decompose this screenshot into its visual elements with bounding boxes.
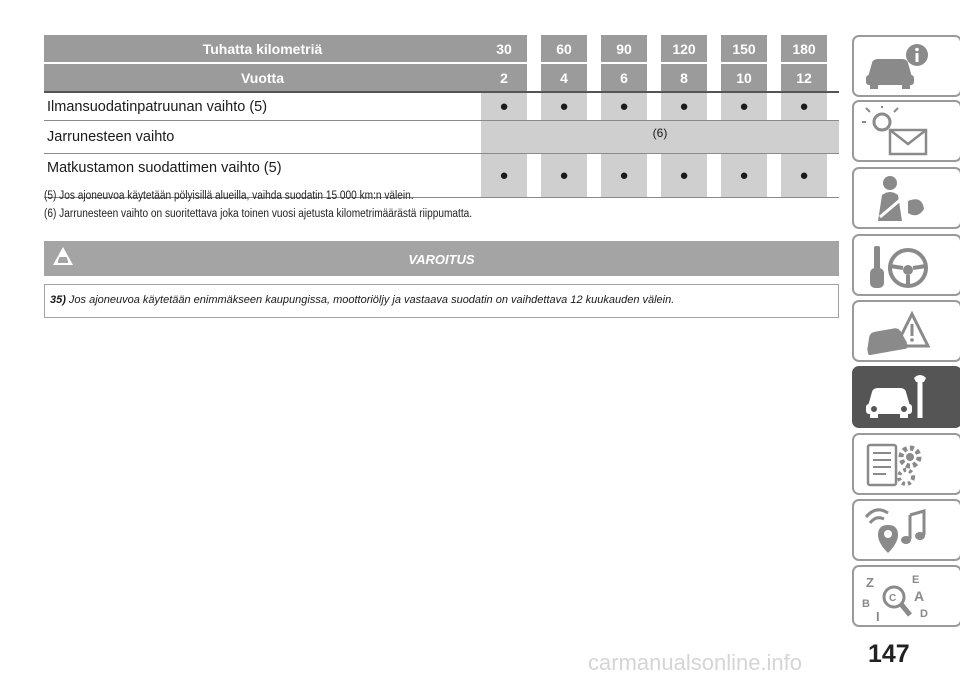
row-label: Ilmansuodatinpatruunan vaihto (5) bbox=[44, 92, 481, 121]
car-info-icon bbox=[862, 41, 932, 93]
km-value: 30 bbox=[481, 35, 527, 63]
svg-text:I: I bbox=[876, 609, 880, 623]
warning-text: Jos ajoneuvoa käytetään enimmäkseen kaupungissa, moottoriöljy ja vastaava suodatin on vaihdettava 12 kuukauden välein. bbox=[68, 294, 675, 306]
tab-multimedia[interactable] bbox=[852, 499, 960, 561]
tab-safety[interactable] bbox=[852, 167, 960, 229]
service-mark: ● bbox=[781, 154, 827, 198]
warning-header bbox=[44, 241, 839, 276]
table-row bbox=[44, 121, 839, 154]
service-mark: ● bbox=[541, 92, 587, 121]
tab-car-info[interactable] bbox=[852, 35, 960, 97]
year-value: 10 bbox=[721, 63, 767, 92]
svg-text:D: D bbox=[920, 608, 928, 620]
page-number: 147 bbox=[868, 640, 910, 668]
accident-icon bbox=[862, 306, 932, 358]
service-mark: ● bbox=[601, 92, 647, 121]
multimedia-icon bbox=[862, 505, 932, 557]
km-value: 60 bbox=[541, 35, 587, 63]
km-value: 180 bbox=[781, 35, 827, 63]
service-mark: ● bbox=[601, 154, 647, 198]
row-label: Jarrunesteen vaihto bbox=[44, 121, 481, 154]
km-value: 120 bbox=[661, 35, 707, 63]
seatbelt-airbag-icon bbox=[862, 173, 932, 225]
tab-index[interactable] bbox=[852, 565, 960, 627]
row-label: Matkustamon suodattimen vaihto (5) bbox=[44, 154, 481, 198]
tab-warning-lights[interactable] bbox=[852, 100, 960, 162]
km-value: 90 bbox=[601, 35, 647, 63]
maintenance-table bbox=[44, 35, 839, 198]
year-header-row bbox=[44, 63, 839, 92]
year-value: 6 bbox=[601, 63, 647, 92]
footnotes bbox=[44, 187, 530, 223]
service-mark: ● bbox=[541, 154, 587, 198]
car-maintenance-icon bbox=[862, 372, 932, 424]
tab-emergency[interactable] bbox=[852, 300, 960, 362]
km-header: Tuhatta kilometriä bbox=[44, 35, 481, 63]
svg-text:A: A bbox=[914, 588, 925, 604]
svg-text:B: B bbox=[862, 598, 870, 610]
table-row bbox=[44, 92, 839, 121]
warning-lights-icon bbox=[862, 106, 932, 158]
warning-box bbox=[44, 284, 839, 318]
tab-starting-driving[interactable] bbox=[852, 234, 960, 296]
service-mark: ● bbox=[481, 92, 527, 121]
key-steering-wheel-icon bbox=[862, 240, 932, 292]
km-header-row bbox=[44, 35, 839, 63]
service-mark: ● bbox=[661, 92, 707, 121]
spanning-note-cell: (6) bbox=[481, 121, 839, 154]
svg-text:E: E bbox=[912, 574, 920, 586]
tab-maintenance[interactable] bbox=[852, 366, 960, 428]
service-mark: ● bbox=[721, 154, 767, 198]
km-value: 150 bbox=[721, 35, 767, 63]
specifications-icon bbox=[862, 439, 932, 491]
service-mark: ● bbox=[661, 154, 707, 198]
service-mark: ● bbox=[721, 92, 767, 121]
warning-number: 35) bbox=[50, 294, 66, 306]
tab-technical-data[interactable] bbox=[852, 433, 960, 495]
svg-text:Z: Z bbox=[866, 575, 874, 590]
year-value: 2 bbox=[481, 63, 527, 92]
year-value: 8 bbox=[661, 63, 707, 92]
index-search-icon bbox=[862, 571, 932, 623]
svg-text:C: C bbox=[889, 593, 897, 604]
service-mark: ● bbox=[781, 92, 827, 121]
warning-title: VAROITUS bbox=[408, 252, 475, 267]
footnote: (6) Jarrunesteen vaihto on suoritettava joka toinen vuosi ajetusta kilometrimäärästä riippumatta. bbox=[44, 208, 473, 220]
year-header: Vuotta bbox=[44, 63, 481, 92]
year-value: 4 bbox=[541, 63, 587, 92]
service-mark: ● bbox=[481, 154, 527, 198]
footnote: (5) Jos ajoneuvoa käytetään pölyisillä alueilla, vaihda suodatin 15 000 km:n välein. bbox=[44, 190, 414, 202]
watermark: carmanualsonline.info bbox=[588, 650, 803, 675]
year-value: 12 bbox=[781, 63, 827, 92]
